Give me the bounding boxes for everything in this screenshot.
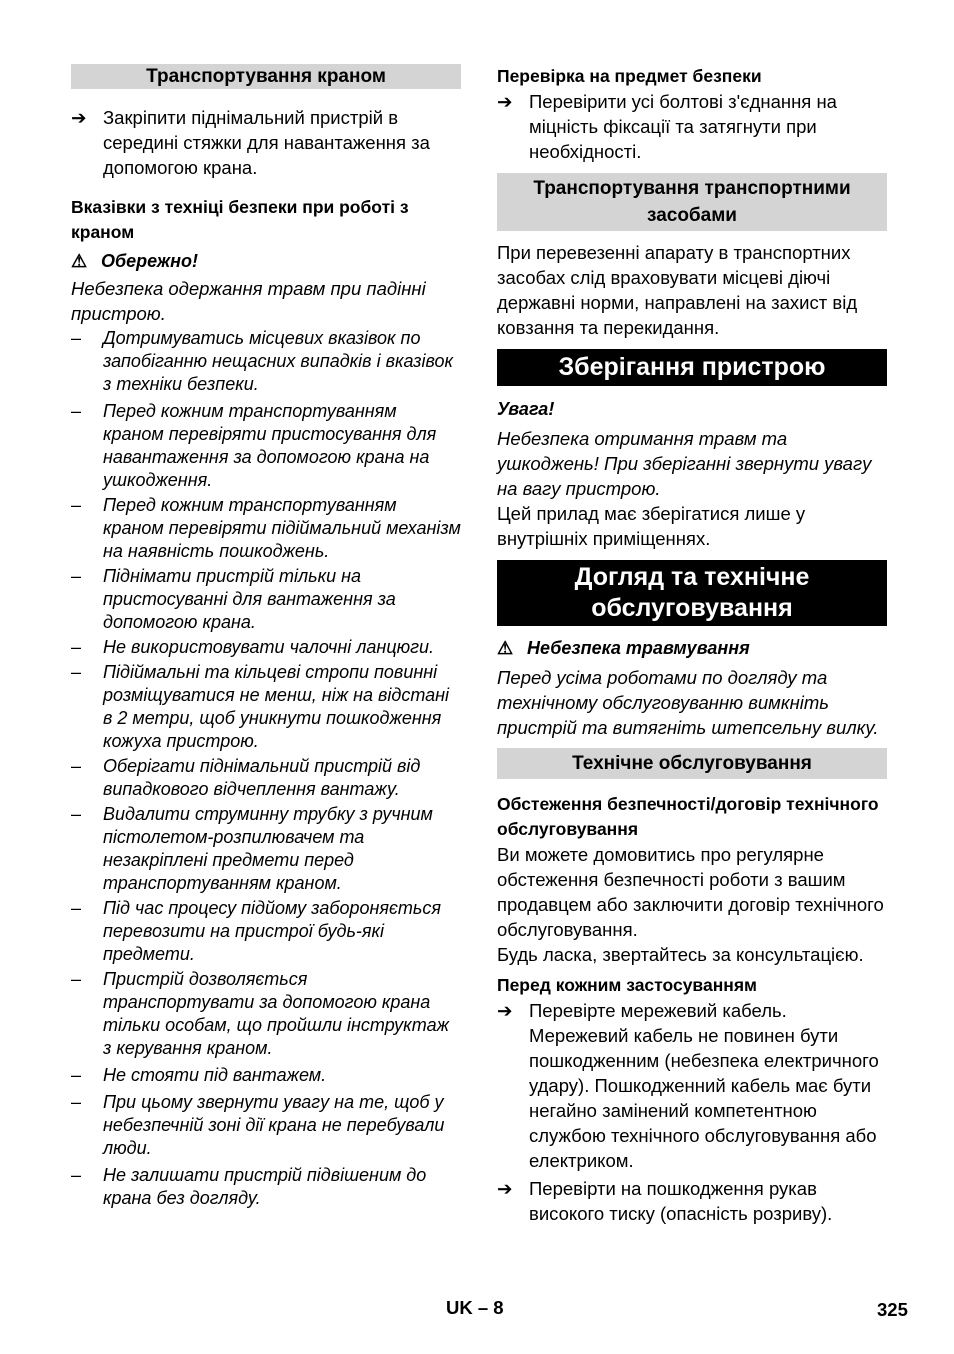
vehicle-transport-text: При перевезенні апарату в транспортних засобах слід враховувати місцеві діючі державні норми, направлені на захист від ковзання та перекидання. [497,242,858,338]
list-item: – Оберігати піднімальний пристрій від випадкового відчеплення вантажу. [71,756,421,799]
list-item: – Не залишати пристрій підвішеним до крана без догляду. [71,1165,427,1208]
crane-step: ➔ Закріпити піднімальний пристрій в середині стяжки для навантаження за допомогою крана. [71,107,430,178]
arrow-icon: ➔ [497,1000,513,1021]
dash-icon: – [71,662,82,682]
footer-section-label: UK – 8 [446,1297,504,1318]
dash-icon: – [71,969,82,989]
dash-icon: – [71,756,82,776]
heading-maintenance: Технічне обслуговування [497,748,887,779]
crane-safety-subheading: Вказівки з техніці безпеки при роботі з краном [71,197,409,242]
warning-icon: ⚠ [497,638,514,658]
step-hose: ➔ Перевірти на пошкодження рукав високого тиску (опасність розриву). [497,1178,833,1224]
list-item: – Перед кожним транспортуванням краном перевіряти пристосування для навантаження за допомогою крана на ушкодження. [71,401,437,490]
list-item: – Не використовувати чалочні ланцюги. [71,637,435,657]
dash-icon: – [71,898,82,918]
left-column [71,64,461,1210]
attention-label: Увага! [497,399,555,419]
heading-crane-transport: Транспортування краном [71,64,461,89]
warning-icon: ⚠ [71,251,88,271]
arrow-icon: ➔ [71,107,87,128]
caution-heading: ⚠ Обережно! [71,249,461,274]
contract-text-2: Будь ласка, звертайтесь за консультацією. [497,944,864,965]
dash-icon: – [71,804,82,824]
list-item: – Пристрій дозволяється транспортувати за допомогою крана тільки особам, що пройшли інструктаж з керування краном. [71,969,449,1058]
safety-check-step: ➔ Перевірити усі болтові з'єднання на міцність фіксації та затягнути при необхідності. [497,91,837,162]
danger-text: Перед усіма роботами по догляду та технічному обслуговуванню вимкніть пристрій та витягніть штепсельну вилку. [497,667,879,738]
heading-vehicle-transport: Транспортування транспортними засобами [497,173,887,231]
step-cable: ➔ Перевірте мережевий кабель. [497,1000,787,1021]
arrow-icon: ➔ [497,1178,513,1199]
danger-heading: ⚠ Небезпека травмування [497,636,887,661]
before-use-subheading: Перед кожним застосуванням [497,975,757,995]
step-cable-detail: Мережевий кабель не повинен бути пошкодженним (небезпека електричного удару). Пошкодженний кабель має бути негайно замінений компетентною службою технічного обслуговування або електриком. [529,1025,879,1171]
dash-icon: – [71,495,82,515]
dash-icon: – [71,401,82,421]
dash-icon: – [71,328,82,348]
list-item: – При цьому звернути увагу на те, щоб у небезпечній зоні дії крана не перебували люди. [71,1092,445,1158]
contract-text: Ви можете домовитись про регулярне обстеження безпечності роботи з вашим продавцем або заключити договір технічного обслуговування. [497,844,884,940]
contract-subheading: Обстеження безпечності/договір технічного обслуговування [497,794,879,839]
dash-icon: – [71,566,82,586]
page-number: 325 [877,1299,908,1320]
storage-text: Цей прилад має зберігатися лише у внутрішніх приміщеннях. [497,503,806,549]
list-item: – Підіймальні та кільцеві стропи повинні розміщуватися не менш, ніж на відстані в 2 метри, щоб уникнути пошкодження кожуха пристрою. [71,662,450,751]
right-column [497,64,887,1226]
list-item: – Під час процесу підйому забороняється перевозити на пристрої будь-які предмети. [71,898,442,964]
heading-storage: Зберігання пристрою [497,349,887,386]
list-item: – Видалити струминну трубку з ручним пістолетом-розпилювачем та незакріплені предмети перед транспортуванням краном. [71,804,433,893]
list-item: – Дотримуватись місцевих вказівок по запобіганню нещасних випадків і вказівок з техніки безпеки. [71,328,453,394]
safety-check-subheading: Перевірка на предмет безпеки [497,66,762,86]
dash-icon: – [71,1092,82,1112]
list-item: – Піднімати пристрій тільки на пристосуванні для вантаження за допомогою крана. [71,566,396,632]
arrow-icon: ➔ [497,91,513,112]
list-item: – Перед кожним транспортуванням краном перевіряти підіймальний механізм на наявність пошкоджень. [71,495,461,561]
caution-text: Небезпека одержання травм при падінні пристрою. [71,278,426,324]
attention-text: Небезпека отримання травм та ушкоджень! При зберіганні звернути увагу на вагу пристрою. [497,428,872,499]
list-item: – Не стояти під вантажем. [71,1065,327,1085]
heading-care-maintenance: Догляд та технічне обслуговування [497,560,887,626]
dash-icon: – [71,1165,82,1185]
dash-icon: – [71,1065,82,1085]
dash-icon: – [71,637,82,657]
